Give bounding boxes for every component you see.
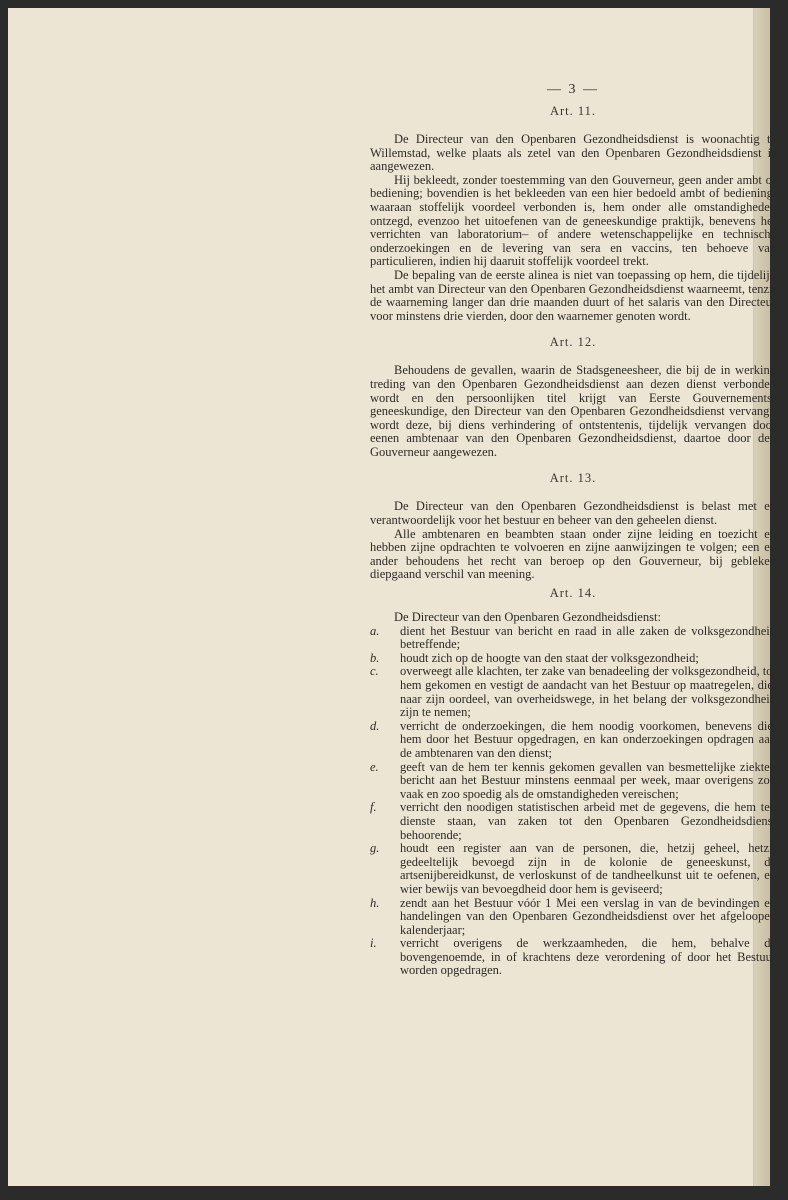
item-letter: i.	[370, 936, 377, 951]
list-item	[370, 842, 776, 896]
list-item	[370, 720, 776, 761]
item-letter: a.	[370, 623, 380, 638]
list-item	[370, 801, 776, 842]
item-letter: d.	[370, 718, 380, 733]
item-text: overweegt alle klachten, ter zake van benadeeling der volksgezondheid, tot hem gekomen en vestigt de aandacht van het Bestuur op maatregelen, die, naar zijn oordeel, van overheidswege, in het belang der volksgezondheid zijn te nemen;	[400, 664, 776, 720]
article-paragraph: Hij bekleedt, zonder toestemming van den Gouverneur, geen ander ambt of bediening; bovendien is het bekleeden van een hier bedoeld ambt of bediening, waaraan stoffelijk voordeel verbonden is, hem onder alle omstandigheden ontzegd, evenzoo het uitoefenen van de geneeskundige praktijk, benevens het verrichten van laboratorium– of andere wetenschappelijke en technische onderzoekingen en de levering van sera en vaccins, ten behoeve van particulieren, indien hij daaruit stoffelijk voordeel trekt.	[370, 172, 776, 269]
list-item	[370, 897, 776, 938]
item-letter: c.	[370, 664, 379, 679]
document-page	[8, 8, 776, 1186]
item-letter: f.	[370, 800, 377, 815]
item-letter: e.	[370, 759, 379, 774]
list-item	[370, 625, 776, 652]
list-item	[370, 761, 776, 802]
item-text: zendt aan het Bestuur vóór 1 Mei een verslag in van de bevindingen en handelingen van den Openbaren Gezondheidsdienst over het afgeloopen kalenderjaar;	[400, 895, 776, 937]
item-text: houdt zich op de hoogte van den staat der volksgezondheid;	[400, 650, 699, 665]
item-letter: h.	[370, 895, 380, 910]
article-paragraph: Alle ambtenaren en beambten staan onder zijne leiding en toezicht en hebben zijne opdrachten te volvoeren en zijne aanwijzingen te volgen; een en ander behoudens het recht van beroep op den Gouverneur, bij gebleken diepgaand verschil van meening.	[370, 526, 776, 582]
article-heading: Art. 13.	[549, 471, 597, 486]
item-text: verricht den noodigen statistischen arbeid met de gegevens, die hem ten dienste staan, van zaken tot den Openbaren Gezondheidsdienst behoorende;	[400, 800, 776, 842]
duties-list	[370, 625, 776, 978]
article-paragraph: De Directeur van den Openbaren Gezondheidsdienst is woonachtig te Willemstad, welke plaats als zetel van den Openbaren Gezondheidsdienst is aangewezen.	[370, 132, 776, 174]
article-paragraph: De Directeur van den Openbaren Gezondheidsdienst is belast met en verantwoordelijk voor het bestuur en beheer van den geheelen dienst.	[370, 499, 776, 528]
list-item	[370, 652, 776, 666]
item-text: verricht de onderzoekingen, die hem noodig voorkomen, benevens die, hem door het Bestuur opgedragen, en kan onderzoekingen opdragen aan de ambtenaren van den dienst;	[400, 718, 776, 760]
list-item	[370, 937, 776, 978]
list-item	[370, 665, 776, 719]
item-text: dient het Bestuur van bericht en raad in alle zaken de volksgezondheid betreffende;	[400, 623, 776, 652]
page-number: — 3 —	[547, 82, 599, 97]
article-intro: De Directeur van den Openbaren Gezondheidsdienst:	[394, 610, 661, 625]
article-heading: Art. 11.	[549, 104, 597, 118]
item-text: verricht overigens de werkzaamheden, die hem, behalve de bovengenoemde, in of krachtens deze verordening of door het Bestuur worden opgedragen.	[400, 936, 776, 978]
article-paragraph: De bepaling van de eerste alinea is niet van toepassing op hem, die tijdelijk het ambt van Directeur van den Openbaren Gezondheidsdienst waarneemt, tenzij de waarneming langer dan drie maanden duurt of het salaris van den Directeur voor minstens drie vierden, door den waarnemer genoten wordt.	[370, 267, 776, 323]
page-content	[370, 82, 776, 978]
article-paragraph: Behoudens de gevallen, waarin de Stadsgeneesheer, die bij de in werking treding van den Openbaren Gezondheidsdienst aan dezen dienst verbonden wordt en den persoonlijken titel krijgt van Eerste Gouvernements-geneeskundige, den Directeur van den Openbaren Gezondheidsdienst vervangt, wordt deze, bij diens verhindering of ontstentenis, tijdelijk vervangen door eenen ambtenaar van den Openbaren Gezondheidsdienst, daartoe door den Gouverneur aangewezen.	[370, 363, 776, 459]
article-heading: Art. 14.	[549, 586, 597, 601]
item-letter: b.	[370, 650, 380, 665]
article-heading: Art. 12.	[549, 335, 597, 350]
item-letter: g.	[370, 841, 380, 856]
item-text: geeft van de hem ter kennis gekomen gevallen van besmettelijke ziekten bericht aan het Bestuur minstens eenmaal per week, maar overigens zoo vaak en zoo spoedig als de omstandigheden vereischen;	[400, 759, 776, 801]
item-text: houdt een register aan van de personen, die, hetzij geheel, hetzij gedeeltelijk bevoegd zijn in de kolonie de geneeskunst, de artsenijbereidkunst, de verloskunst of de tandheelkunst uit te oefenen, en wier bewijs van bevoegdheid door hem is geviseerd;	[400, 841, 776, 896]
